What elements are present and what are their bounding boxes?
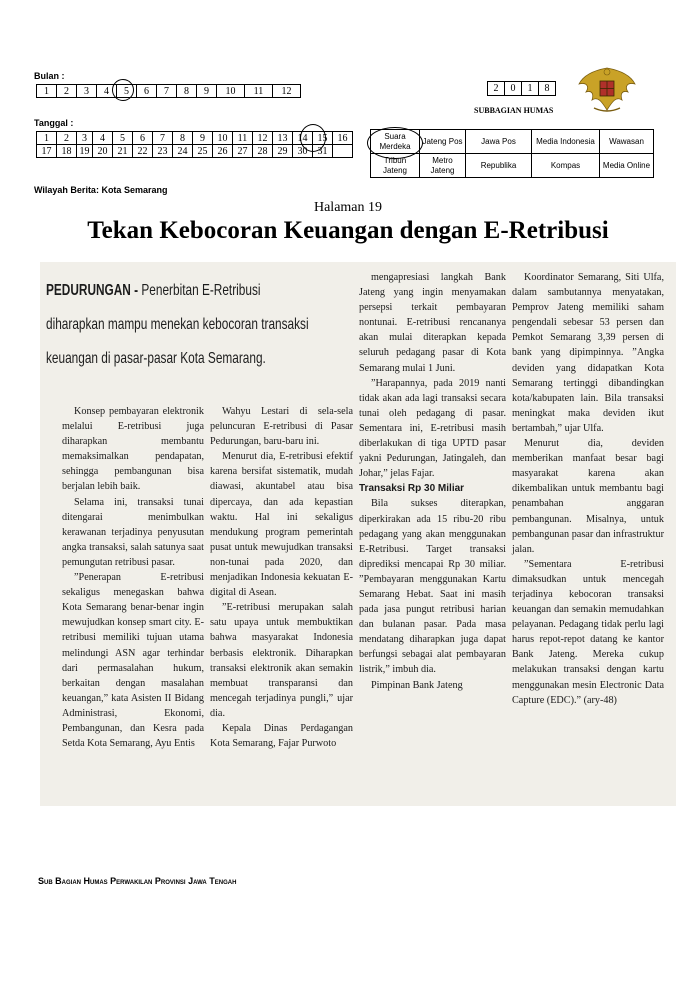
date-cell: 23: [153, 145, 173, 158]
date-cell: 20: [93, 145, 113, 158]
date-cell: 4: [93, 132, 113, 145]
paragraph: Menurut dia, E-retribusi efektif karena bersifat sistematik, mudah diawasi, akuntabel atau bisa dipercaya, dan ada kepastian waktu. Hal ini sekaligus mendukung program pemerintah pusat untuk mewujudkan transaksi non-tunai pada 2020, dan menjadikan Indonesia kekuatan E-digital di Asean.: [210, 451, 353, 599]
date-cell: 15: [313, 132, 333, 145]
month-cell: 6: [137, 85, 157, 98]
garuda-emblem-icon: [576, 64, 638, 116]
paragraph: ”Harapannya, pada 2019 nanti tidak akan ada lagi transaksi secara tunai oleh pedagang di pasar. Sementara ini, E-retribusi masih diberlakukan di tiga UPTD pasar yakni Pedurungan, Jatingaleh, dan Johar,” jelas Fajar.: [359, 377, 506, 480]
media-cell: Kompas: [532, 154, 600, 178]
subheading: Transaksi Rp 30 Miliar: [359, 483, 465, 495]
paragraph: Koordinator Semarang, Siti Ulfa, dalam sambutannya menyatakan, Pemprov Jateng memiliki saham pengendali sebesar 53 persen dan Pemkot Semarang 3,39 persen di bank yang dipimpinnya. ”Angka deviden yang didapatkan Kota Semarang tertinggi dibandingkan kota/kabupaten lain. Bila transaksi meningkat maka deviden ikut bertambah,” ujar Ulfa.: [512, 272, 664, 434]
date-cell: 16: [333, 132, 353, 145]
date-cell: 19: [77, 145, 93, 158]
year-digit: 2: [488, 82, 505, 96]
bulan-label: Bulan :: [34, 71, 65, 81]
month-cell: 1: [37, 85, 57, 98]
media-cell: Media Online: [600, 154, 654, 178]
paragraph: Bila sukses diterapkan, diperkirakan ada 15 ribu-20 ribu pedagang yang akan menggunakan E-Retribusi. Target transaksi diprediksi mencapai Rp 30 miliar. ”Pembayaran menggunakan Kartu Semarang Hebat. Saat ini masih pada jasa pungut retribusi harian dan bulanan pasar. Pada masa mendatang diharapkan juga dapat berfungsi sebagai alat pembayaran listrik,” imbuh dia.: [359, 498, 506, 676]
lead-kicker: PEDURUNGAN -: [46, 282, 139, 299]
date-cell: 9: [193, 132, 213, 145]
month-cell: 8: [177, 85, 197, 98]
paragraph: Pimpinan Bank Jateng: [371, 679, 463, 691]
media-cell: Tribun Jateng: [371, 154, 420, 178]
date-cell: 25: [193, 145, 213, 158]
date-cell: 30: [293, 145, 313, 158]
date-cell: 3: [77, 132, 93, 145]
lead-line: keuangan di pasar-pasar Kota Semarang.: [46, 350, 266, 367]
date-cell-selected: 14: [293, 132, 313, 145]
paragraph: Wahyu Lestari di sela-sela peluncuran E-retribusi di Pasar Pedurungan, baru-baru ini.: [210, 406, 353, 448]
date-cell: 10: [213, 132, 233, 145]
month-cell: 9: [197, 85, 217, 98]
date-cell: 5: [113, 132, 133, 145]
paragraph: Kepala Dinas Perdagangan Kota Semarang, Fajar Purwoto: [210, 722, 353, 750]
month-cell: 11: [245, 85, 273, 98]
paragraph: ”Penerapan E-retribusi sekaligus menegaskan bahwa Kota Semarang benar-benar ingin mewujudkan konsep smart city. E-retribusi memiliki tujuan utama melindungi ASN agar terhindar dari permasalahan hukum, berkaitan dengan masalahan keuangan,” kata Asisten II Bidang Administrasi, Ekonomi, Pembangunan, dan Kesra pada Setda Kota Semarang, Ayu Entis: [62, 572, 204, 750]
month-cell: 12: [273, 85, 301, 98]
date-cell: 22: [133, 145, 153, 158]
lead-paragraph: [46, 274, 349, 376]
article-column-2: [210, 404, 353, 751]
paragraph: ”E-retribusi merupakan salah satu upaya untuk membuktikan bahwa masyarakat Indonesia berbasis elektronik. Diharapkan transaksi elektronik akan semakin membuat transparansi dan mencegah terjadinya pungli,” ujar dia.: [210, 602, 353, 719]
paragraph: Selama ini, transaksi tunai ditengarai menimbulkan kerawanan terjadinya penyusutan angka transaksi, salah satunya saat pemungutan retribusi pasar.: [62, 496, 204, 568]
date-grid: [36, 131, 353, 158]
tanggal-label: Tanggal :: [34, 118, 74, 128]
month-cell: 7: [157, 85, 177, 98]
date-cell: 11: [233, 132, 253, 145]
date-cell: 2: [57, 132, 77, 145]
media-cell: Republika: [466, 154, 532, 178]
date-cell: 24: [173, 145, 193, 158]
wilayah-berita-label: Wilayah Berita: Kota Semarang: [34, 185, 168, 195]
media-cell: Metro Jateng: [420, 154, 466, 178]
media-cell: Media Indonesia: [532, 130, 600, 154]
date-cell: 31: [313, 145, 333, 158]
newspaper-clipping: [40, 262, 676, 806]
media-cell: Jateng Pos: [420, 130, 466, 154]
date-cell: 26: [213, 145, 233, 158]
date-cell: 18: [57, 145, 77, 158]
year-digit: 0: [505, 82, 522, 96]
date-cell: 21: [113, 145, 133, 158]
paragraph: mengapresiasi langkah Bank Jateng yang ingin menyamakan persepsi terkait pembayaran nontunai. E-retribusi rencananya akan mulai diterapkan kepada seluruh pedagang pasar di Kota Semarang mulai 1 Juni.: [359, 272, 506, 374]
month-grid: [36, 84, 301, 98]
article-column-3: [359, 270, 506, 693]
month-cell-selected: 5: [117, 85, 137, 98]
media-table: [370, 129, 654, 178]
media-cell-selected: Suara Merdeka: [371, 130, 420, 154]
subbagian-humas-label: SUBBAGIAN HUMAS: [474, 106, 554, 115]
article-column-4: [512, 270, 664, 708]
media-cell: Jawa Pos: [466, 130, 532, 154]
date-cell: 1: [37, 132, 57, 145]
date-cell: 7: [153, 132, 173, 145]
footer-label: Sub Bagian Humas Perwakilan Provinsi Jawa Tengah: [38, 876, 237, 886]
date-cell: 27: [233, 145, 253, 158]
paragraph: ”Sementara E-retribusi dimaksudkan untuk mencegah terjadinya kebocoran transaksi keuangan dan semakin memudahkan pelayanan. Pedagang tidak perlu lagi harus repot-repot datang ke kantor Bank Jateng. Mereka cukup melakukan transaksi dengan kartu menggunakan mesin Electronic Data Capture (EDC).” (ary-48): [512, 558, 664, 706]
year-box: [487, 81, 556, 96]
date-cell: 17: [37, 145, 57, 158]
date-cell: 12: [253, 132, 273, 145]
year-digit: 8: [539, 82, 556, 96]
date-cell: 13: [273, 132, 293, 145]
month-cell: 3: [77, 85, 97, 98]
date-cell: [333, 145, 353, 158]
date-cell: 6: [133, 132, 153, 145]
date-cell: 28: [253, 145, 273, 158]
lead-line: Penerbitan E-Retribusi: [138, 282, 261, 299]
page-number: Halaman 19: [313, 200, 383, 215]
month-cell: 4: [97, 85, 117, 98]
paragraph: Konsep pembayaran elektronik melalui E-retribusi juga diharapkan membantu memaksimalkan pendapatan, sehingga pembangunan bisa berjalan lebih baik.: [62, 406, 204, 493]
media-cell: Wawasan: [600, 130, 654, 154]
article-column-1: [62, 404, 204, 751]
year-digit: 1: [522, 82, 539, 96]
month-cell: 10: [217, 85, 245, 98]
month-cell: 2: [57, 85, 77, 98]
date-cell: 29: [273, 145, 293, 158]
lead-line: diharapkan mampu menekan kebocoran transaksi: [46, 316, 309, 333]
paragraph: Menurut dia, deviden memberikan manfaat besar bagi masyarakat karena akan dikembalikan untuk membantu bagi penambahan anggaran pembangunan. Misalnya, untuk pembangunan pasar dan infrastruktur jalan.: [512, 438, 664, 555]
headline: Tekan Kebocoran Keuangan dengan E-Retribusi: [87, 217, 609, 244]
date-cell: 8: [173, 132, 193, 145]
